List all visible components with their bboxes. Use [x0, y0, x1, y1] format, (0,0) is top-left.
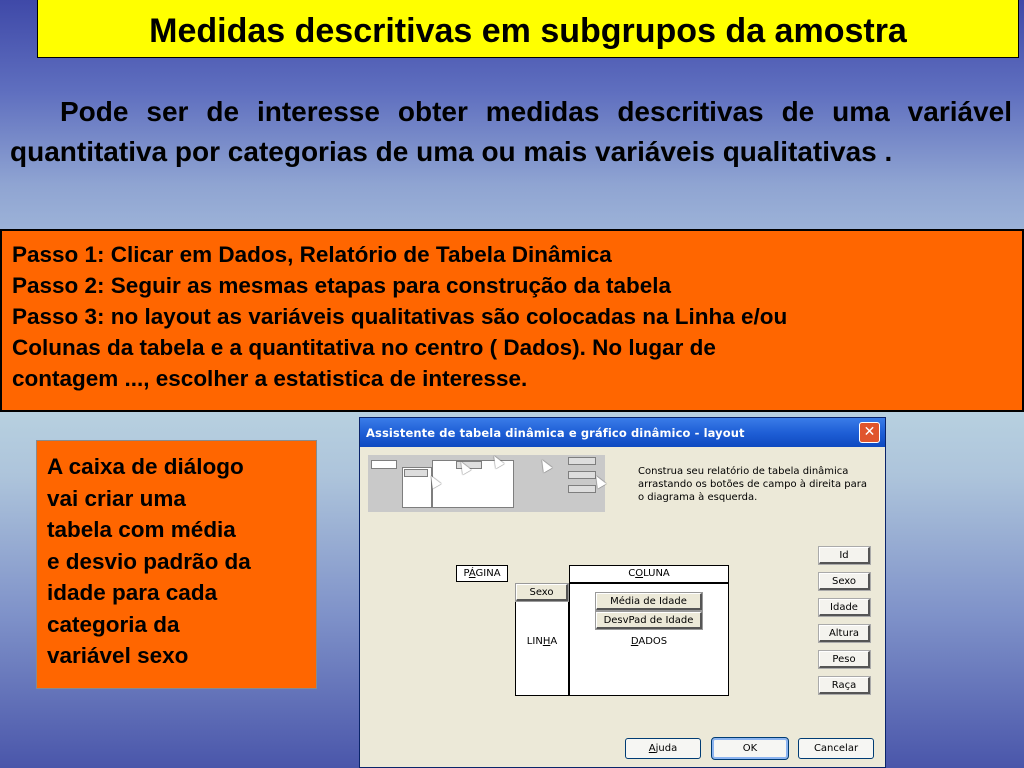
- field-button-label: Raça: [831, 680, 857, 691]
- preview-page-box: [371, 460, 397, 469]
- help-button-label: juda: [655, 743, 678, 754]
- step-line: contagem ..., escolher a estatistica de interesse.: [12, 366, 528, 391]
- column-label: C: [628, 568, 636, 579]
- slide-title-box: [37, 0, 1019, 58]
- data-field-mean-age[interactable]: [596, 593, 702, 610]
- row-field-label: Sexo: [529, 587, 554, 598]
- step-line: Passo 2: Seguir as mesmas etapas para construção da tabela: [12, 273, 672, 298]
- note-line: variável sexo: [47, 643, 189, 668]
- field-button-label: Altura: [828, 628, 860, 639]
- data-field-stdev-age[interactable]: [596, 612, 702, 629]
- data-field-label: Média de Idade: [610, 596, 687, 607]
- field-button-label: Id: [839, 550, 849, 561]
- step-line: Passo 1: Clicar em Dados, Relatório de Tabela Dinâmica: [12, 242, 612, 267]
- preview-row-field: [404, 469, 428, 477]
- column-label: LUNA: [643, 568, 670, 579]
- note-line: vai criar uma: [47, 485, 186, 511]
- step-line: Passo 3: no layout as variáveis qualitativas são colocadas na Linha e/ou: [12, 304, 788, 329]
- intro-paragraph: Pode ser de interesse obter medidas descritivas de uma variável quantitativa por categorias de uma ou mais variáveis qualitativas .: [10, 96, 1012, 167]
- column-drop-area[interactable]: [569, 565, 729, 583]
- page-label: P: [463, 568, 469, 579]
- step-line: Colunas da tabela e a quantitativa no centro ( Dados). No lugar de: [12, 335, 716, 360]
- field-button-label: Sexo: [831, 576, 857, 587]
- close-button[interactable]: [859, 422, 880, 443]
- row-label-text: A: [550, 636, 558, 647]
- steps-box: [0, 229, 1024, 412]
- note-line: A caixa de diálogo: [47, 454, 244, 479]
- note-line: e desvio padrão da: [47, 548, 251, 574]
- preview-field-3: [568, 485, 596, 493]
- data-label-accel: D: [630, 636, 639, 647]
- field-button-altura[interactable]: [819, 625, 870, 642]
- ok-button[interactable]: [712, 738, 788, 759]
- page-label: GINA: [475, 568, 501, 579]
- row-field-sexo[interactable]: [516, 584, 568, 601]
- note-line: tabela com média: [47, 517, 236, 542]
- data-field-label: DesvPad de Idade: [603, 615, 694, 626]
- cursor-icon: [538, 457, 553, 472]
- field-button-sexo[interactable]: [819, 573, 870, 590]
- note-line: categoria da: [47, 611, 180, 637]
- note-line: idade para cada: [47, 580, 218, 605]
- data-label-text: ADOS: [638, 636, 668, 647]
- dialog-title: Assistente de tabela dinâmica e gráfico dinâmico - layout: [366, 426, 745, 440]
- page-label-accel: Á: [468, 568, 476, 579]
- row-label-accel: H: [542, 636, 551, 647]
- layout-preview-illustration: [368, 455, 605, 512]
- dialog-instructions: Construa seu relatório de tabela dinâmica arrastando os botões de campo à direita para o diagrama à esquerda.: [638, 466, 867, 503]
- field-button-label: Idade: [830, 602, 858, 613]
- cancel-button[interactable]: [798, 738, 874, 759]
- data-label: [570, 636, 728, 647]
- preview-field-1: [568, 457, 596, 465]
- dialog-titlebar[interactable]: [360, 418, 885, 447]
- ok-button-label: OK: [742, 743, 758, 754]
- row-label-text: LIN: [526, 636, 543, 647]
- page-drop-area[interactable]: [456, 565, 508, 582]
- field-button-idade[interactable]: [819, 599, 870, 616]
- pivot-layout-dialog: [359, 417, 886, 768]
- field-button-id[interactable]: [819, 547, 870, 564]
- slide-title: Medidas descritivas em subgrupos da amostra: [149, 12, 907, 50]
- help-button[interactable]: [625, 738, 701, 759]
- column-label-accel: O: [635, 568, 644, 579]
- field-button-raca[interactable]: [819, 677, 870, 694]
- close-icon: ✕: [863, 424, 876, 440]
- note-box: [36, 440, 317, 689]
- help-button-accel: A: [648, 743, 656, 754]
- cancel-button-label: Cancelar: [813, 743, 859, 754]
- field-button-peso[interactable]: [819, 651, 870, 668]
- row-label: [516, 636, 568, 647]
- field-button-label: Peso: [832, 654, 856, 665]
